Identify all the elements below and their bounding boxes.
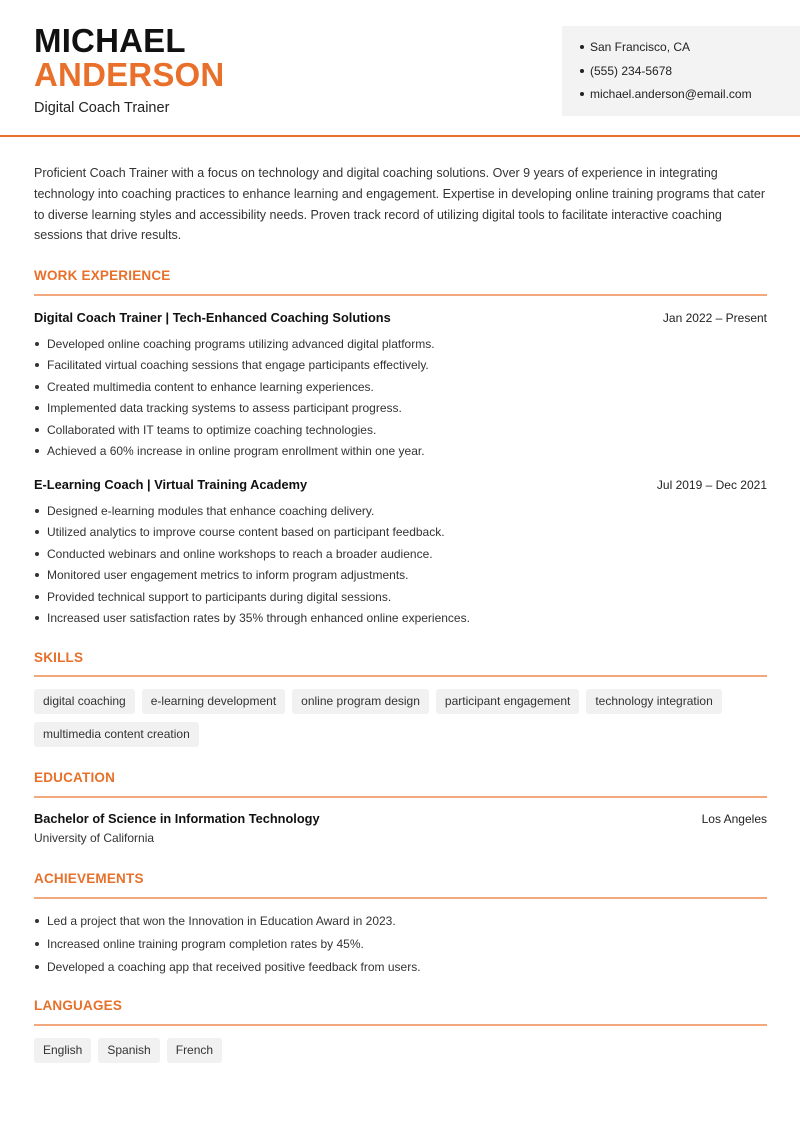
list-item: Developed online coaching programs utilizing advanced digital platforms. — [34, 336, 767, 357]
skill-chip: multimedia content creation — [34, 722, 199, 747]
skills-heading: SKILLS — [34, 650, 84, 665]
achievements-list — [34, 913, 767, 981]
education-heading: EDUCATION — [34, 770, 116, 785]
list-item: Facilitated virtual coaching sessions that engage participants effectively. — [34, 357, 767, 378]
skill-chip: online program design — [292, 689, 429, 714]
job-dates: Jul 2019 – Dec 2021 — [656, 478, 767, 492]
job-header — [34, 310, 767, 328]
languages-list — [34, 1038, 774, 1063]
list-item: Achieved a 60% increase in online program enrollment within one year. — [34, 443, 767, 464]
skills-divider — [34, 675, 767, 677]
contact-box — [562, 26, 800, 116]
list-item: Provided technical support to participants during digital sessions. — [34, 589, 767, 610]
list-item: Collaborated with IT teams to optimize coaching technologies. — [34, 422, 767, 443]
list-item: Conducted webinars and online workshops to reach a broader audience. — [34, 546, 767, 567]
education-degree: Bachelor of Science in Information Technology — [34, 811, 320, 826]
list-item: Developed a coaching app that received positive feedback from users. — [34, 959, 767, 982]
skill-chip: digital coaching — [34, 689, 135, 714]
contact-location: San Francisco, CA — [580, 39, 800, 63]
list-item: Increased online training program completion rates by 45%. — [34, 936, 767, 959]
job-title: Digital Coach Trainer — [34, 100, 170, 116]
list-item: Led a project that won the Innovation in Education Award in 2023. — [34, 913, 767, 936]
job-role: Digital Coach Trainer | Tech-Enhanced Coaching Solutions — [34, 310, 391, 325]
list-item: Utilized analytics to improve course content based on participant feedback. — [34, 524, 767, 545]
education-location: Los Angeles — [701, 812, 767, 826]
header-divider — [0, 135, 800, 137]
job-role: E-Learning Coach | Virtual Training Academy — [34, 477, 308, 492]
list-item: Designed e-learning modules that enhance coaching delivery. — [34, 503, 767, 524]
job-bullets — [34, 336, 767, 464]
work-experience-divider — [34, 294, 767, 296]
summary-text: Proficient Coach Trainer with a focus on technology and digital coaching solutions. Over 9 years of experience in integrating technology into coaching practices to enhance learning and engagement. Expertise in developing online training programs that cater to diverse learning styles and accessibility needs. Proven track record of utilizing digital tools to facilitate interactive coaching sessions that drive results. — [34, 166, 766, 243]
first-name: MICHAEL — [34, 22, 186, 59]
education-school: University of California — [34, 831, 155, 845]
languages-divider — [34, 1024, 767, 1026]
skills-list — [34, 689, 774, 747]
contact-phone: (555) 234-5678 — [580, 63, 800, 87]
work-experience-heading: WORK EXPERIENCE — [34, 268, 171, 283]
job-bullets — [34, 503, 767, 631]
last-name: ANDERSON — [34, 56, 225, 93]
skill-chip: e-learning development — [142, 689, 285, 714]
language-chip: Spanish — [98, 1038, 159, 1063]
skill-chip: participant engagement — [436, 689, 579, 714]
job-dates: Jan 2022 – Present — [662, 311, 767, 325]
achievements-divider — [34, 897, 767, 899]
contact-email: michael.anderson@email.com — [580, 86, 800, 110]
education-divider — [34, 796, 767, 798]
language-chip: French — [167, 1038, 222, 1063]
languages-heading: LANGUAGES — [34, 998, 123, 1013]
list-item: Monitored user engagement metrics to inform program adjustments. — [34, 567, 767, 588]
list-item: Implemented data tracking systems to assess participant progress. — [34, 400, 767, 421]
list-item: Created multimedia content to enhance learning experiences. — [34, 379, 767, 400]
list-item: Increased user satisfaction rates by 35% through enhanced online experiences. — [34, 610, 767, 631]
job-header — [34, 477, 767, 495]
skill-chip: technology integration — [586, 689, 721, 714]
language-chip: English — [34, 1038, 91, 1063]
achievements-heading: ACHIEVEMENTS — [34, 871, 144, 886]
